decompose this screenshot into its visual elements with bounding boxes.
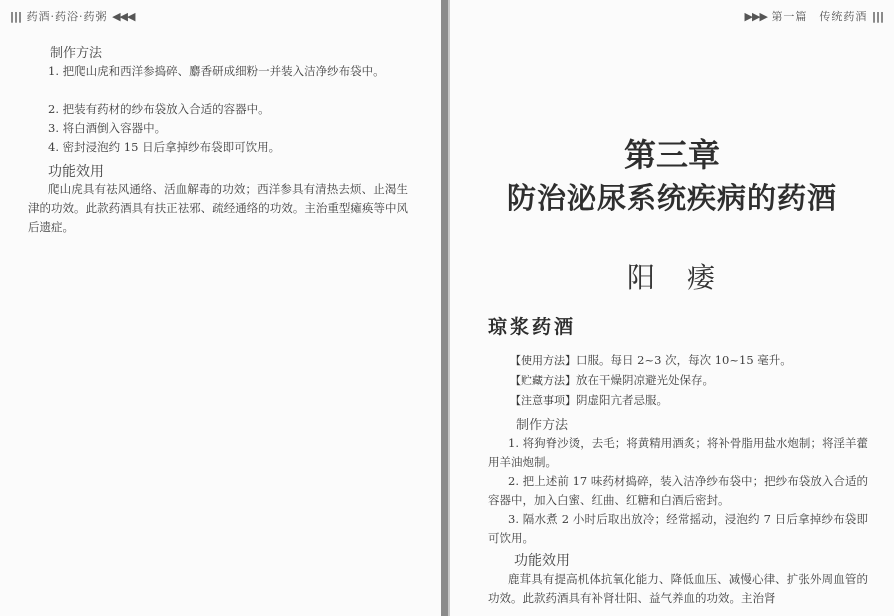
- running-head-text: 药酒·药浴·药粥: [26, 10, 108, 23]
- method-step: 2. 把装有药材的纱布袋放入合适的容器中。: [48, 102, 270, 116]
- running-head-bars: |||: [10, 10, 23, 23]
- info-tag: 【使用方法】: [510, 354, 576, 367]
- method-heading: 制作方法: [516, 418, 569, 433]
- info-caution: [510, 392, 668, 408]
- method-step: 2. 把上述前 17 味药材捣碎，装入洁净纱布袋中；把纱布袋放入合适的容器中，加入白蜜、红曲、红糖和白酒后密封。: [488, 474, 868, 507]
- left-page: [0, 0, 441, 616]
- method-step: 3. 将白酒倒入容器中。: [48, 121, 167, 135]
- right-running-head: [745, 8, 884, 24]
- info-tag: 【注意事项】: [510, 394, 576, 407]
- running-head-arrows: ▶▶▶: [744, 10, 767, 23]
- running-head-bars: |||: [871, 10, 884, 23]
- effect-heading: 功能效用: [48, 164, 104, 180]
- chapter-title: 防治泌尿系统疾病的药酒: [506, 181, 837, 215]
- effect-text: 爬山虎具有祛风通络、活血解毒的功效；西洋参具有清热去烦、止渴生津的功效。此款药酒具有扶正祛邪、疏经通络的功效。主治重型瘫痪等中风后遗症。: [28, 182, 408, 234]
- info-text: 阴虚阳亢者忌服。: [576, 393, 668, 407]
- effect-text: 鹿茸具有提高机体抗氧化能力、降低血压、减慢心律、扩张外周血管的功效。此款药酒具有补肾壮阳、益气养血的功效。主治肾: [488, 572, 868, 605]
- running-head-arrows: ◀◀◀: [112, 10, 135, 23]
- method-heading: 制作方法: [50, 46, 103, 61]
- method-step: 1. 把爬山虎和西洋参捣碎、麝香研成细粉一并装入洁净纱布袋中。: [48, 64, 385, 78]
- info-storage: [510, 372, 714, 388]
- info-text: 放在干燥阴凉避光处保存。: [576, 373, 714, 387]
- info-text: 口服。每日 2~3 次，每次 10~15 毫升。: [576, 353, 792, 367]
- recipe-title: 琼浆药酒: [488, 316, 577, 338]
- right-page: [450, 0, 894, 616]
- info-usage: [510, 352, 792, 368]
- section-title: 阳 痿: [626, 261, 717, 294]
- running-head-text: 第一篇 传统药酒: [771, 10, 868, 23]
- left-running-head: [10, 8, 134, 24]
- info-tag: 【贮藏方法】: [510, 374, 576, 387]
- method-step: 1. 将狗脊沙烫，去毛；将黄精用酒炙；将补骨脂用盐水炮制；将淫羊藿用羊油炮制。: [488, 436, 868, 469]
- effect-heading: 功能效用: [514, 553, 570, 569]
- chapter-number: 第三章: [623, 136, 720, 174]
- method-step: 4. 密封浸泡约 15 日后拿掉纱布袋即可饮用。: [48, 140, 281, 154]
- method-step: 3. 隔水煮 2 小时后取出放冷；经常摇动，浸泡约 7 日后拿掉纱布袋即可饮用。: [488, 512, 868, 545]
